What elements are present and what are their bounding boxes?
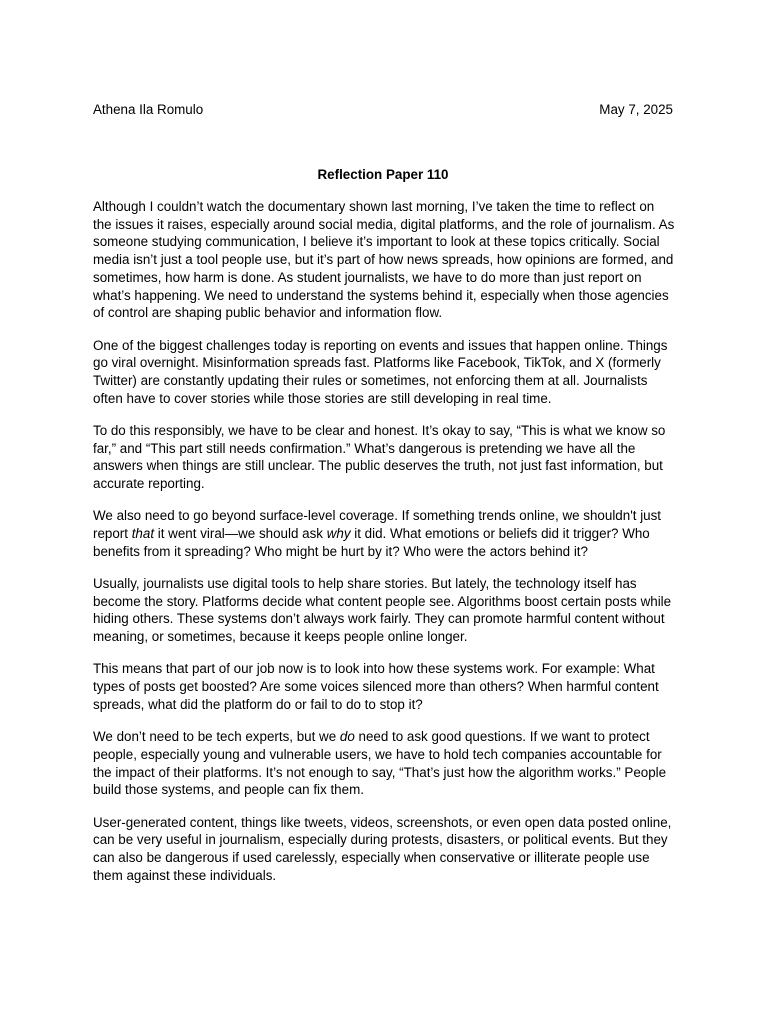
paragraph-6: This means that part of our job now is to look into how these systems work. For example: What types of posts get boosted? Are some voices silenced more than others? When harmful content spreads, what did the platform do or fail to do to stop it?: [93, 661, 659, 712]
paragraph-3: To do this responsibly, we have to be clear and honest. It’s okay to say, “This is what we know so far,” and “This part still needs confirmation.” What’s dangerous is pretending we have all the answers when things are still unclear. The public deserves the truth, not just fast information, but accurate reporting.: [93, 422, 666, 492]
paragraph-7: [93, 728, 675, 799]
document-title: Reflection Paper 110: [317, 167, 449, 182]
paragraph-4-text: it did. What emotions or beliefs did it trigger? Who benefits from it spreading? Who might be hurt by it? Who were the actors behind it?: [93, 526, 650, 559]
document-header: [93, 101, 673, 118]
paragraph-1: Although I couldn’t watch the documentary shown last morning, I’ve taken the time to reflect on the issues it raises, especially around social media, digital platforms, and the role of journalism. As someone studying communication, I believe it’s important to look at these topics critically. Social media isn’t just a tool people use, but it’s part of how news spreads, how opinions are formed, and sometimes, how harm is done. As student journalists, we have to do more than just report on what’s happening. We need to understand the systems behind it, especially when those agencies of control are shaping public behavior and information flow.: [93, 199, 675, 321]
emphasis-why: why: [326, 526, 351, 542]
paragraph-2: One of the biggest challenges today is reporting on events and issues that happen online. Things go viral overnight. Misinformation spreads fast. Platforms like Facebook, TikTok, and X (formerly Twitter) are constantly updating their rules or sometimes, not enforcing them at all. Journalists often have to cover stories while those stories are still developing in real time.: [93, 337, 668, 406]
paragraph-7-text: We don’t need to be tech experts, but we: [93, 729, 340, 745]
paragraph-8: User-generated content, things like tweets, videos, screenshots, or even open data posted online, can be very useful in journalism, especially during protests, disasters, or political events. But they can also be dangerous if used carelessly, especially when conservative or illiterate people use them against these individuals.: [93, 814, 672, 883]
document-body: [93, 198, 675, 884]
paragraph-7-text: need to ask good questions. If we want to protect people, especially young and vulnerable users, we have to hold tech companies accountable for the impact of their platforms. It’s not enough to say, “That’s just how the algorithm works.” People build those systems, and people can fix them.: [93, 729, 667, 798]
paragraph-4-text: We also need to go beyond surface-level coverage. If something trends online, we shouldn't just report: [93, 508, 662, 542]
emphasis-that: that: [131, 526, 155, 542]
document-date: May 7, 2025: [599, 102, 673, 117]
author-name: Athena Ila Romulo: [93, 102, 204, 117]
paragraph-4: [93, 507, 675, 560]
paragraph-5: Usually, journalists use digital tools to help share stories. But lately, the technology itself has become the story. Platforms decide what content people see. Algorithms boost certain posts while hiding others. These systems don’t always work fairly. They can promote harmful content without meaning, or sometimes, because it keeps people online longer.: [93, 576, 672, 645]
paragraph-4-text: it went viral—we should ask: [154, 526, 327, 542]
emphasis-do: do: [339, 729, 355, 745]
